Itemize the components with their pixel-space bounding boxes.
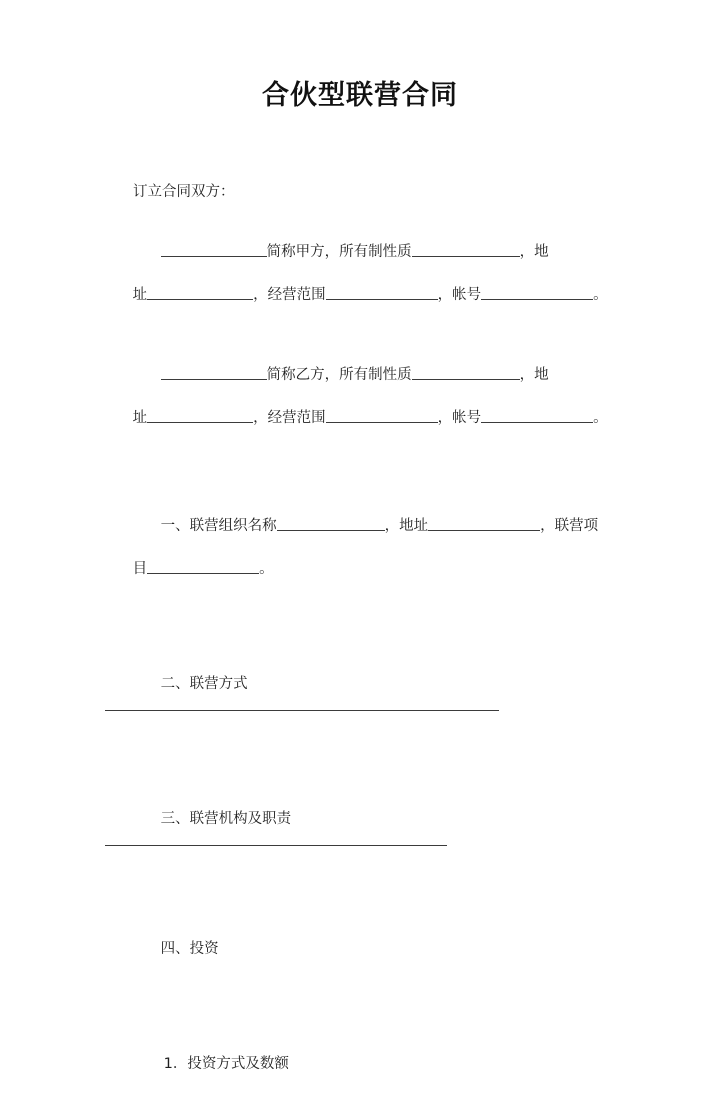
section-3-blank[interactable] (105, 830, 447, 846)
party-a-name-blank[interactable] (161, 241, 267, 257)
intro-line: 订立合同双方： (133, 184, 235, 200)
party-a-name-label: 简称甲方，所有制性质 (266, 244, 412, 260)
party-b-name-label: 简称乙方，所有制性质 (266, 367, 412, 383)
document-body (105, 182, 617, 1096)
subsection-1-heading: 投资方式及数额 (187, 1056, 289, 1072)
party-b-paragraph (105, 343, 617, 450)
party-a-ownership-blank[interactable] (412, 241, 520, 257)
section-1-period: 。 (259, 561, 274, 577)
section-4-paragraph (105, 918, 617, 981)
party-a-period: 。 (593, 287, 608, 303)
party-a-address-lead: ，地 (519, 244, 549, 260)
section-2-paragraph (105, 653, 617, 738)
section-2-heading: 联营方式 (189, 676, 248, 692)
section-1-heading: 联营组织名称 (189, 518, 277, 534)
party-a-scope-blank[interactable] (326, 284, 438, 300)
section-1-paragraph (105, 494, 617, 601)
section-1-address-blank[interactable] (428, 515, 540, 531)
party-b-scope-label: ，经营范围 (253, 410, 326, 426)
party-a-paragraph (105, 220, 617, 327)
party-b-scope-blank[interactable] (326, 407, 438, 423)
document-title: 合伙型联营合同 (262, 80, 458, 111)
party-a-address-blank[interactable] (147, 284, 253, 300)
party-b-account-blank[interactable] (481, 407, 593, 423)
party-b-period: 。 (593, 410, 608, 426)
section-1-project-blank[interactable] (147, 558, 259, 574)
party-a-account-blank[interactable] (481, 284, 593, 300)
section-1-project-label: ，联营项 (540, 518, 599, 534)
party-b-name-blank[interactable] (161, 364, 267, 380)
section-4-number: 四、 (160, 941, 190, 957)
section-3-heading: 联营机构及职责 (189, 811, 292, 827)
subsection-1-number: 1． (163, 1056, 188, 1072)
party-a-address-label: 址 (132, 287, 148, 303)
section-1-number: 一、 (160, 518, 190, 534)
subsection-1-paragraph (105, 1033, 617, 1096)
party-b-account-label: ，帐号 (437, 410, 482, 426)
section-1-address-label: ，地址 (384, 518, 429, 534)
section-3-number: 三、 (160, 811, 190, 827)
party-b-ownership-blank[interactable] (412, 364, 520, 380)
party-a-account-label: ，帐号 (437, 287, 482, 303)
party-b-address-lead: ，地 (519, 367, 549, 383)
section-3-paragraph (105, 788, 617, 873)
party-a-scope-label: ，经营范围 (253, 287, 326, 303)
party-b-address-label: 址 (132, 410, 148, 426)
section-2-number: 二、 (160, 676, 190, 692)
section-1-org-name-blank[interactable] (277, 515, 385, 531)
section-2-blank[interactable] (105, 695, 499, 711)
section-4-heading: 投资 (189, 941, 219, 957)
section-1-project-lead: 目 (132, 561, 148, 577)
party-b-address-blank[interactable] (147, 407, 253, 423)
